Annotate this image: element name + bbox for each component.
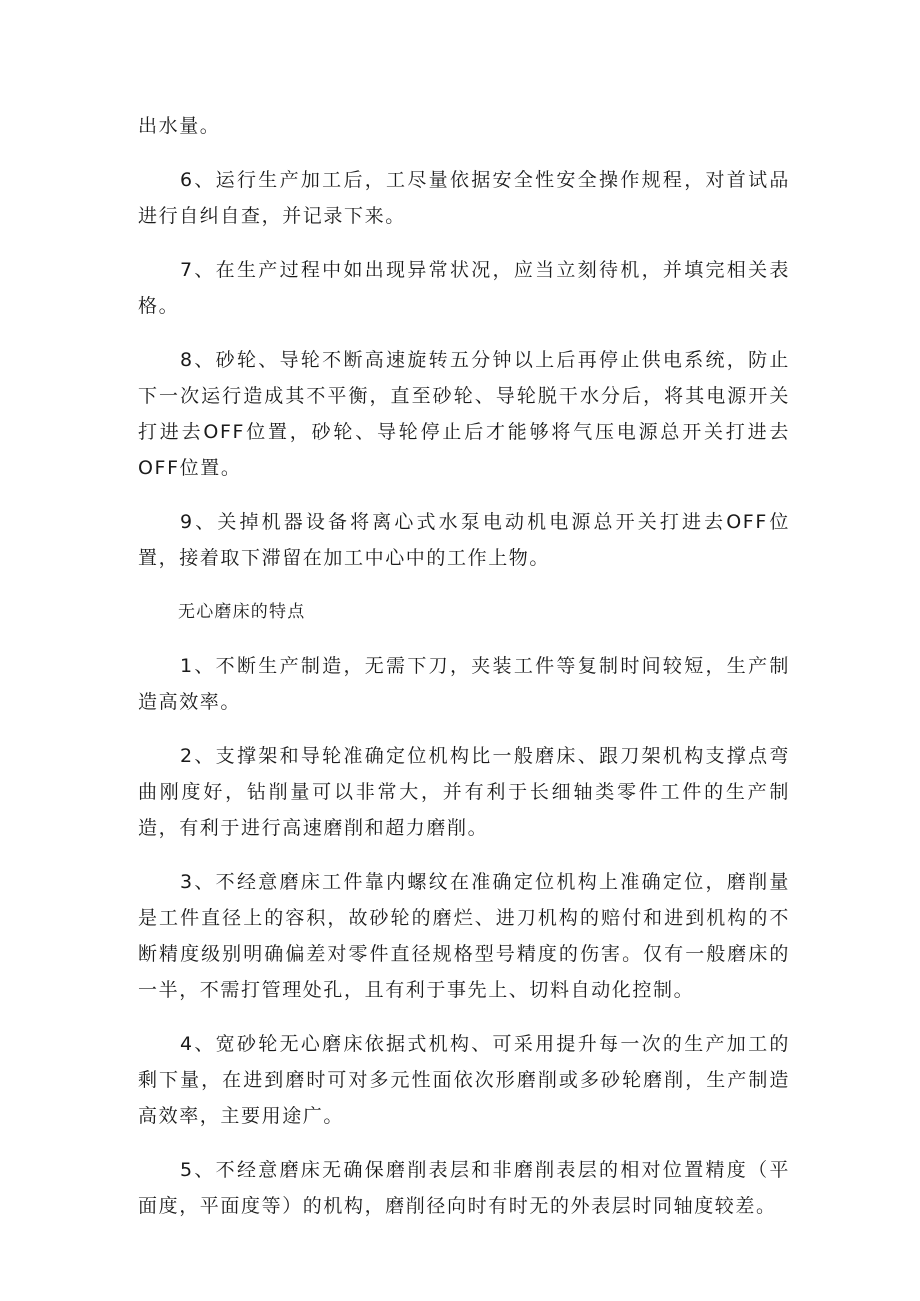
paragraph-step-7: 7、在生产过程中如出现异常状况，应当立刻待机，并填完相关表格。 (138, 259, 790, 317)
document-page (138, 108, 790, 1242)
section-heading: 无心磨床的特点 (178, 602, 306, 622)
paragraph-step-8: 8、砂轮、导轮不断高速旋转五分钟以上后再停止供电系统，防止下一次运行造成其不平衡，直至砂轮、导轮脱干水分后，将其电源开关打进去OFF位置，砂轮、导轮停止后才能够将气压电源总开关打进去OFF位置。 (138, 349, 790, 479)
paragraph-step-9: 9、关掉机器设备将离心式水泵电动机电源总开关打进去OFF位置，接着取下滞留在加工中心中的工作上物。 (138, 511, 790, 569)
feature-4: 4、宽砂轮无心磨床依据式机构、可采用提升每一次的生产加工的剩下量，在进到磨时可对多元性面依次形磨削或多砂轮磨削，生产制造高效率，主要用途广。 (138, 1033, 790, 1127)
feature-3: 3、不经意磨床工件靠内螺纹在准确定位机构上准确定位，磨削量是工件直径上的容积，故砂轮的磨烂、进刀机构的赔付和进到机构的不断精度级别明确偏差对零件直径规格型号精度的伤害。仅有一般磨床的一半，不需打管理处孔，且有利于事先上、切料自动化控制。 (138, 871, 790, 1001)
paragraph-water-output: 出水量。 (138, 115, 221, 137)
paragraph-step-6: 6、运行生产加工后，工尽量依据安全性安全操作规程，对首试品进行自纠自查，并记录下来。 (138, 169, 790, 227)
feature-5: 5、不经意磨床无确保磨削表层和非磨削表层的相对位置精度（平面度，平面度等）的机构，磨削径向时有时无的外表层时同轴度较差。 (138, 1159, 790, 1217)
feature-2: 2、支撑架和导轮准确定位机构比一般磨床、跟刀架机构支撑点弯曲刚度好，钻削量可以非常大，并有利于长细轴类零件工件的生产制造，有利于进行高速磨削和超力磨削。 (138, 745, 790, 839)
feature-1: 1、不断生产制造，无需下刀，夹装工件等复制时间较短，生产制造高效率。 (138, 655, 790, 713)
